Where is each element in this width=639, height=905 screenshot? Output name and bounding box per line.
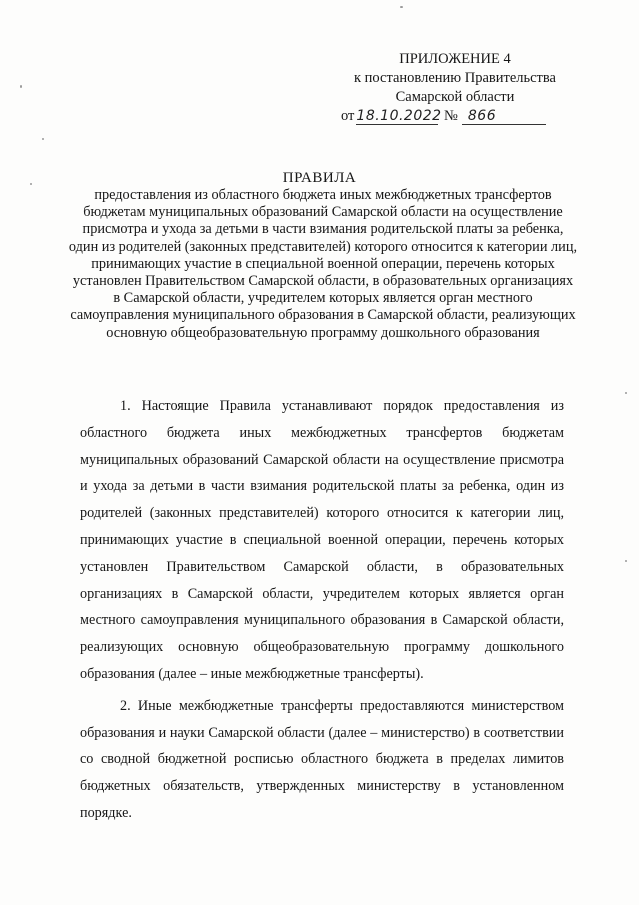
paragraph-2: 2. Иные межбюджетные трансферты предоставляются министерством образования и науки Самарской области (далее – министерство) в соответствии со сводной бюджетной росписью областного бюджета в пределах лимитов бюджетных обязательств, утвержденных министерству в установленном порядке. (80, 697, 564, 821)
document-body (80, 393, 564, 827)
scan-speck (400, 6, 403, 8)
document-subtitle: предоставления из областного бюджета иных межбюджетных трансфертов бюджетам муниципальных образований Самарской области на осуществление присмотра и ухода за детьми в части взимания родительской платы за ребенка, один из родителей (законных представителей) которого относится к категории лиц, принимающих участие в специальной военной операции, перечень которых установлен Правительством Самарской области, в образовательных организациях в Самарской области, учредителем которых является орган местного самоуправления муниципального образования в Самарской области, реализующих основную общеобразовательную программу дошкольного образования (68, 187, 578, 341)
number-sign: № (444, 108, 458, 124)
scan-speck (42, 138, 44, 140)
scan-speck (20, 85, 22, 88)
handwritten-date: 18.10.2022 (356, 108, 442, 124)
document-title: ПРАВИЛА (282, 170, 357, 186)
appendix-date-line (330, 107, 580, 126)
scan-speck (30, 183, 32, 185)
paragraph-1: 1. Настоящие Правила устанавливают порядок предоставления из областного бюджета иных межбюджетных трансфертов бюджетам муниципальных образований Самарской области на осуществление присмотра и ухода за детьми в части взимания родительской платы за ребенка, один из родителей (законных представителей) которого относится к категории лиц, принимающих участие в специальной военной операции, перечень которых установлен Правительством Самарской области, в образовательных организациях в Самарской области, учредителем которых является орган местного самоуправления муниципального образования в Самарской области, реализующих основную общеобразовательную программу дошкольного образования (далее – иные межбюджетные трансферты). (80, 398, 564, 682)
date-prefix: от (341, 108, 355, 124)
appendix-line-region: Самарской области (395, 89, 515, 105)
appendix-line-resolution: к постановлению Правительства (354, 70, 556, 86)
appendix-header (330, 50, 580, 126)
scan-speck (625, 560, 627, 562)
appendix-title: ПРИЛОЖЕНИЕ 4 (399, 51, 511, 67)
scan-speck (625, 392, 627, 394)
handwritten-number: 866 (462, 108, 546, 125)
